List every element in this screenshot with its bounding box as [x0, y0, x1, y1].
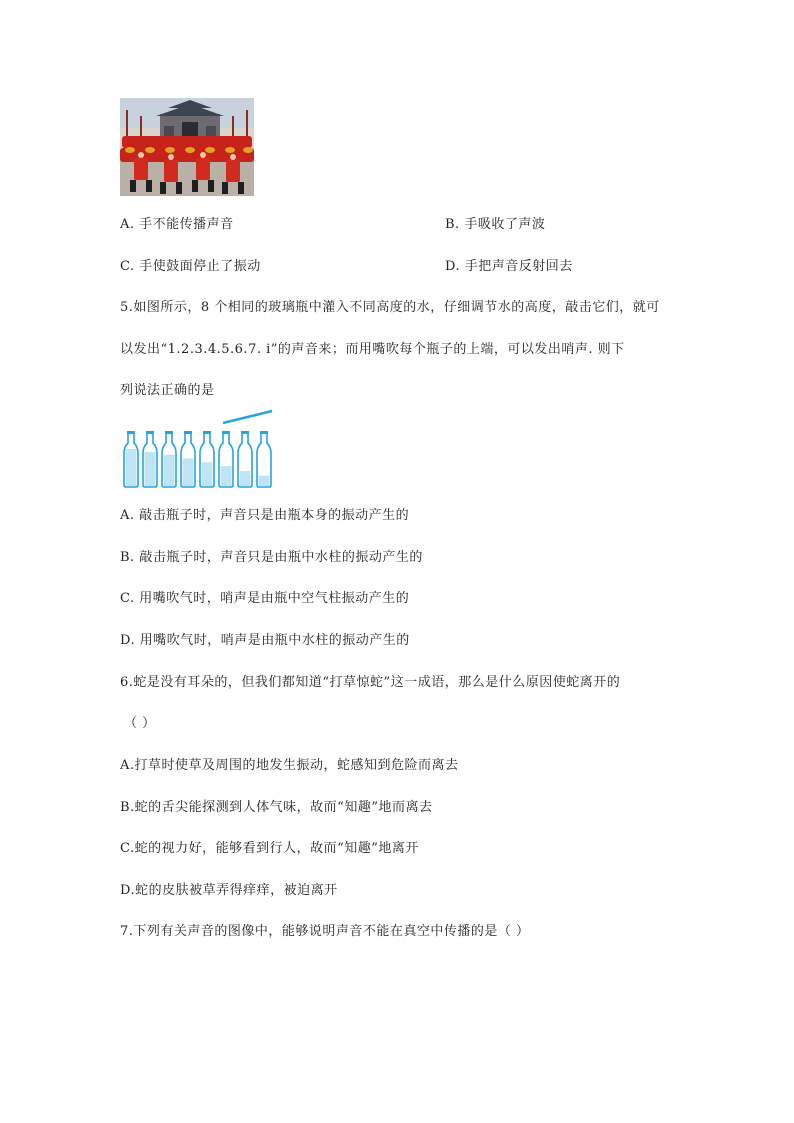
bottle-2 [143, 431, 157, 487]
q5-stem-line1: 5.如图所示，8 个相同的玻璃瓶中灌入不同高度的水，仔细调节水的高度，敲击它们，就可 [120, 300, 660, 315]
q6-option-a: A.打草时使草及周围的地发生振动，蛇感知到危险而离去 [120, 758, 459, 773]
q4-option-d: D. 手把声音反射回去 [445, 259, 573, 274]
q5-stem-line3: 列说法正确的是 [120, 383, 215, 398]
bottle-1 [124, 431, 138, 487]
blowing-stick [223, 411, 272, 423]
q4-option-a: A. 手不能传播声音 [120, 217, 234, 232]
q5-option-c: C. 用嘴吹气时，哨声是由瓶中空气柱振动产生的 [120, 591, 410, 606]
bottle-5 [200, 431, 214, 487]
bottle-4 [181, 431, 195, 487]
bottle-3 [162, 431, 176, 487]
q5-option-a: A. 敲击瓶子时，声音只是由瓶本身的振动产生的 [120, 508, 410, 523]
bottle-water-6 [221, 466, 232, 486]
bottle-7 [238, 431, 252, 487]
q4-option-c: C. 手使鼓面停止了振动 [120, 259, 261, 274]
drum-performance-photo [120, 98, 254, 196]
glass-bottles-figure [120, 405, 276, 489]
q7-stem: 7.下列有关声音的图像中，能够说明声音不能在真空中传播的是（ ） [120, 924, 530, 939]
bottle-water-2 [145, 452, 156, 486]
bottle-water-3 [164, 455, 175, 486]
q4-option-b: B. 手吸收了声波 [445, 217, 546, 232]
q6-option-d: D.蛇的皮肤被草弄得痒痒，被迫离开 [120, 883, 338, 898]
bottle-water-1 [126, 449, 137, 486]
q5-option-b: B. 敲击瓶子时，声音只是由瓶中水柱的振动产生的 [120, 550, 423, 565]
q6-stem-line2: （ ） [124, 716, 156, 731]
bottle-water-5 [202, 462, 213, 486]
bottle-water-8 [259, 476, 270, 486]
q6-stem-line1: 6.蛇是没有耳朵的，但我们都知道“打草惊蛇”这一成语，那么是什么原因使蛇离开的 [120, 675, 621, 690]
bottle-water-4 [183, 459, 194, 487]
q5-stem-line2: 以发出“1.2.3.4.5.6.7. i”的声音来；而用嘴吹每个瓶子的上端，可以发出哨声. 则下 [120, 342, 625, 357]
q5-option-d: D. 用嘴吹气时，哨声是由瓶中水柱的振动产生的 [120, 633, 410, 648]
bottle-8 [257, 431, 271, 487]
q6-option-b: B.蛇的舌尖能探测到人体气味，故而“知趣”地而离去 [120, 800, 433, 815]
q6-option-c: C.蛇的视力好，能够看到行人，故而“知趣”地离开 [120, 841, 419, 856]
bottle-water-7 [240, 471, 251, 486]
bottle-6 [219, 431, 233, 487]
